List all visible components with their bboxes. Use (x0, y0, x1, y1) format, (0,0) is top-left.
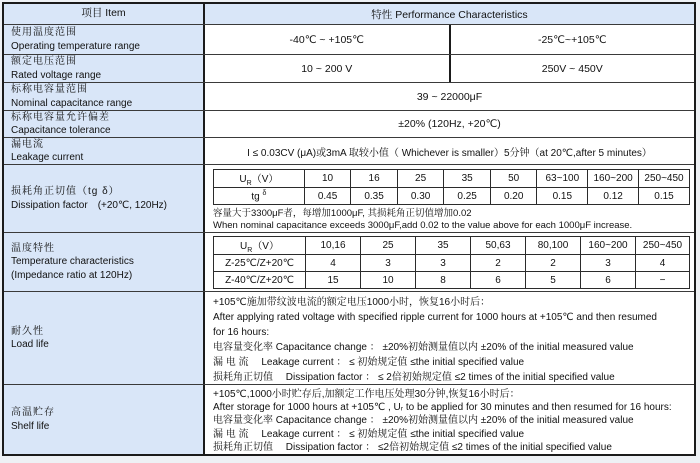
tg-value-cell: 0.15 (639, 188, 690, 205)
label-cn: 高温贮存 (11, 407, 55, 418)
label-dissipation-factor (4, 165, 205, 232)
label-en: Leakage current (11, 152, 84, 163)
label-leakage-current (4, 138, 205, 164)
dissipation-factor-table (213, 169, 690, 205)
row-rated-voltage-range (4, 55, 694, 83)
label-rated-voltage (4, 55, 205, 82)
operating-temp-low-range: -40℃ ~ +105℃ (289, 33, 364, 46)
impedance-value-cell: 15 (306, 272, 361, 289)
label-cn: 耐久性 (11, 325, 44, 337)
label-temperature-characteristics (4, 233, 205, 291)
load-life-line: 电容量变化率 Capacitance change ： ±20%初始测量值以内 ±20% of the initial measured value (213, 342, 634, 353)
load-life-content (205, 292, 694, 384)
label-capacitance-tolerance (4, 111, 205, 137)
row-temperature-characteristics (4, 233, 694, 292)
impedance-value-cell: 2 (526, 255, 581, 272)
shelf-life-line: 电容量变化率 Capacitance change ： ±20%初始测量值以内 ±20% of the initial measured value (213, 415, 634, 427)
nominal-capacitance-value: 39 ~ 22000μF (416, 90, 483, 103)
ur-header-cell: $U_R(V)$ (214, 237, 306, 255)
impedance-value-cell: 2 (471, 255, 526, 272)
impedance-value-cell: 8 (416, 272, 471, 289)
z-minus40-label-cell: Z-40℃/Z+20℃ (214, 272, 306, 289)
label-operating-temperature (4, 25, 205, 54)
row-shelf-life (4, 385, 694, 454)
impedance-value-cell: 3 (361, 255, 416, 272)
label-en: Temperature characteristics (11, 256, 134, 268)
voltage-cell: 10 (304, 170, 351, 188)
impedance-ratio-table (213, 236, 690, 289)
label-cn: 标称电容量允许偏差 (11, 111, 110, 123)
voltage-cell: 35 (416, 237, 471, 255)
voltage-cell: 63~100 (537, 170, 588, 188)
row-operating-temperature-range (4, 25, 694, 55)
voltage-cell: 25 (397, 170, 444, 188)
capacitance-tolerance-value: ±20% (120Hz, +20℃) (398, 118, 501, 130)
impedance-value-cell: − (636, 272, 690, 289)
tg-value-cell: 0.20 (490, 188, 537, 205)
impedance-value-cell: 6 (581, 272, 636, 289)
load-life-line: +105℃施加带纹波电流的额定电压1000小时，恢复16小时后： (213, 297, 491, 308)
impedance-value-cell: 6 (471, 272, 526, 289)
tg-value-cell: 0.15 (537, 188, 588, 205)
dissipation-note-en: When nominal capacitance exceeds 3000μF,add 0.02 to the value above for each 1000μF increase. (213, 220, 633, 231)
shelf-life-line: After storage for 1000 hours at +105℃ , Uᵣ to be applied for 30 minutes and then resumed for 16 hours: (213, 402, 672, 414)
label-load-life (4, 292, 205, 384)
voltage-cell: 160~200 (581, 237, 636, 255)
label-shelf-life (4, 385, 205, 454)
voltage-cell: 25 (361, 237, 416, 255)
label-en: Operating temperature range (11, 40, 140, 52)
label-en: Dissipation factor (+20℃, 120Hz) (11, 199, 168, 211)
impedance-value-cell: 4 (306, 255, 361, 272)
voltage-cell: 35 (444, 170, 491, 188)
label-cn: 额定电压范围 (11, 56, 77, 67)
shelf-life-content (205, 385, 694, 454)
row-load-life (4, 292, 694, 385)
tg-value-cell: 0.45 (304, 188, 351, 205)
label-en: Nominal capacitance range (11, 97, 133, 109)
voltage-cell: 250~450 (636, 237, 690, 255)
label-cn: 损耗角正切值（tg δ） (11, 186, 120, 197)
performance-characteristics-table (2, 2, 696, 456)
load-life-line: After applying rated voltage with specified ripple current for 1000 hours at +105℃ and then resumed (213, 312, 657, 323)
label-nominal-capacitance (4, 83, 205, 110)
shelf-life-line: +105℃,1000小时贮存后,加额定工作电压处理30分钟,恢复16小时后： (213, 389, 520, 400)
tg-value-cell: 0.12 (588, 188, 639, 205)
tg-value-cell: 0.35 (351, 188, 398, 205)
row-leakage-current (4, 138, 694, 165)
dissipation-factor-content (205, 165, 694, 232)
label-en: Load life (11, 339, 49, 350)
label-en: Rated voltage range (11, 69, 102, 81)
impedance-value-cell: 3 (416, 255, 471, 272)
label-cn: 标称电容量范围 (11, 84, 88, 95)
leakage-current-value: I ≤ 0.03CV (μA)或3mA 取较小值（ Whichever is smaller）5分钟（at 20℃,after 5 minutes） (247, 147, 652, 159)
voltage-cell: 10,16 (306, 237, 361, 255)
voltage-cell: 16 (351, 170, 398, 188)
voltage-cell: 50 (490, 170, 537, 188)
impedance-value-cell: 10 (361, 272, 416, 289)
header-item: 项目 Item (4, 4, 205, 24)
label-en: Capacitance tolerance (11, 125, 111, 136)
tg-value-cell: 0.25 (444, 188, 491, 205)
impedance-value-cell: 5 (526, 272, 581, 289)
temperature-characteristics-content (205, 233, 694, 291)
voltage-cell: 250~450 (639, 170, 690, 188)
operating-temp-high-range: -25℃~+105℃ (449, 25, 695, 54)
row-nominal-capacitance-range (4, 83, 694, 111)
tg-value-cell: 0.30 (397, 188, 444, 205)
row-dissipation-factor (4, 165, 694, 233)
label-cn: 温度特性 (11, 242, 55, 254)
header-characteristics: 特性 Performance Characteristics (205, 4, 694, 24)
impedance-value-cell: 3 (581, 255, 636, 272)
tg-delta-label-cell: tg $^\delta$ (214, 188, 305, 205)
voltage-cell: 160~200 (588, 170, 639, 188)
dissipation-note-cn: 容量大于3300μF者，每增加1000μF, 其损耗角正切值增加0.02 (213, 208, 472, 219)
rated-voltage-high-range: 250V ~ 450V (449, 55, 695, 82)
z-minus25-label-cell: Z-25℃/Z+20℃ (214, 255, 306, 272)
impedance-value-cell: 4 (636, 255, 690, 272)
load-life-line: 损耗角正切值 Dissipation factor ： ≤ 2倍初始规定值 ≤2 times of the initial specified value (213, 372, 615, 383)
label-cn: 漏电流 (11, 138, 44, 150)
row-capacitance-tolerance (4, 111, 694, 138)
label-cn: 使用温度范围 (11, 27, 77, 38)
load-life-line: 漏 电 流 Leakage current ： ≤ 初始规定值 ≤the initial specified value (213, 357, 525, 368)
shelf-life-line: 漏 电 流 Leakage current ： ≤ 初始规定值 ≤the initial specified value (213, 428, 525, 440)
ur-header-cell: $U_R(V)$ (214, 170, 305, 188)
voltage-cell: 50,63 (471, 237, 526, 255)
load-life-line: for 16 hours: (213, 327, 270, 338)
voltage-cell: 80,100 (526, 237, 581, 255)
table-header-row (4, 4, 694, 25)
label-en2: (Impedance ratio at 120Hz) (11, 269, 133, 281)
label-en: Shelf life (11, 420, 50, 432)
rated-voltage-low-range: 10 ~ 200 V (301, 62, 353, 75)
shelf-life-line: 损耗角正切值 Dissipation factor ： ≤2倍初始规定值 ≤2 times of the initial specified value (213, 441, 612, 453)
